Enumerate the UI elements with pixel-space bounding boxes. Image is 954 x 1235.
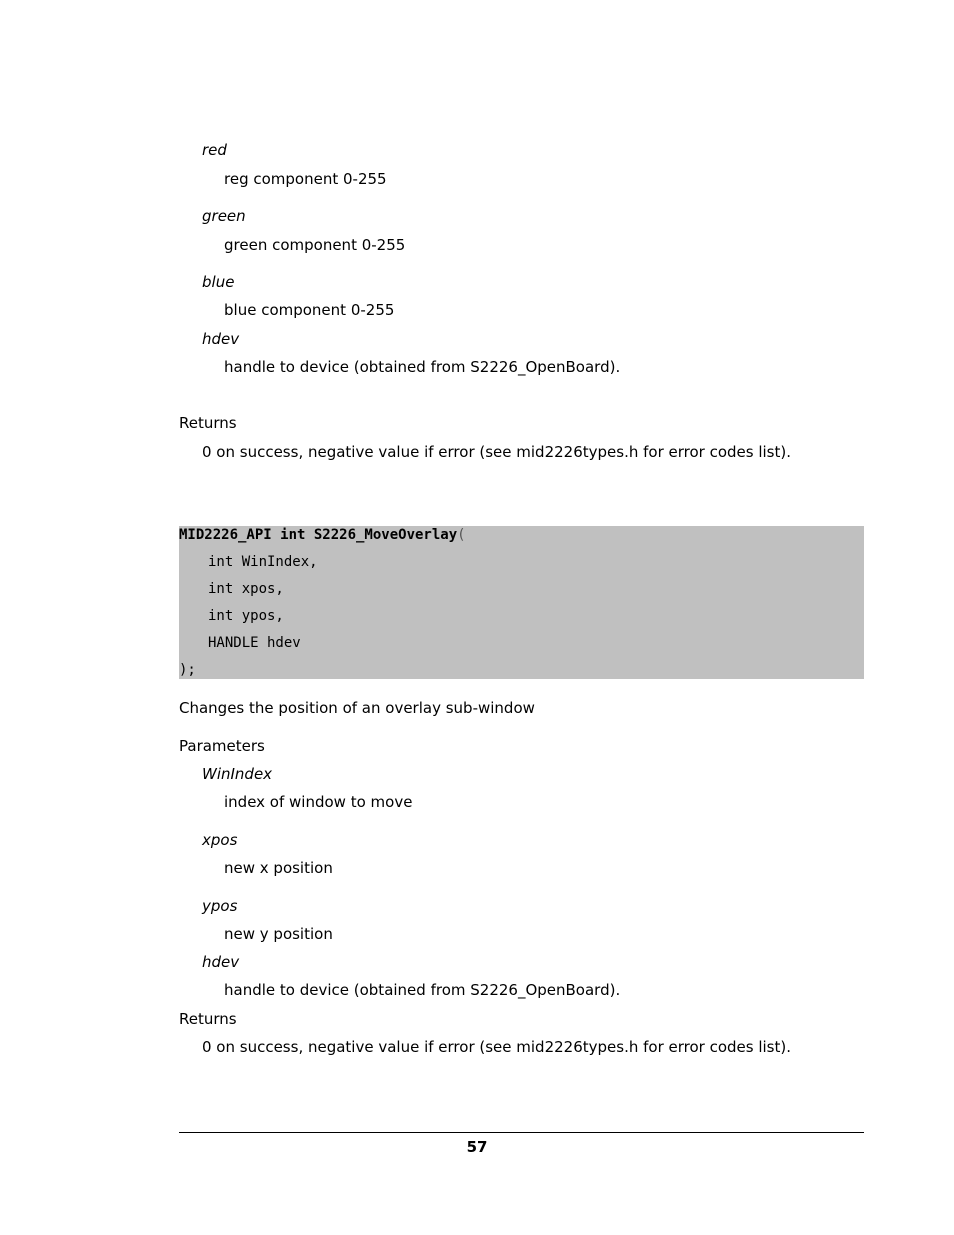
- returns-text-2: 0 on success, negative value if error (see mid2226types.h for error codes list).: [202, 1038, 791, 1056]
- param-name-green: green: [202, 207, 246, 225]
- param-desc-hdev-2: handle to device (obtained from S2226_OpenBoard).: [224, 981, 621, 999]
- open-paren: (: [457, 527, 466, 543]
- param-name-red: red: [202, 141, 227, 159]
- function-description: Changes the position of an overlay sub-window: [179, 699, 535, 717]
- code-arg-winindex: int WinIndex,: [208, 554, 318, 570]
- param-name-xpos: xpos: [202, 831, 238, 849]
- code-arg-xpos: int xpos,: [208, 581, 284, 597]
- returns-text: 0 on success, negative value if error (see mid2226types.h for error codes list).: [202, 443, 791, 461]
- code-arg-hdev: HANDLE hdev: [208, 635, 301, 651]
- param-desc-hdev: handle to device (obtained from S2226_OpenBoard).: [224, 358, 621, 376]
- function-prototype: MID2226_API int S2226_MoveOverlay: [179, 527, 458, 543]
- param-name-blue: blue: [202, 273, 235, 291]
- param-desc-ypos: new y position: [224, 925, 333, 943]
- code-close: );: [179, 662, 196, 678]
- param-desc-winindex: index of window to move: [224, 793, 413, 811]
- code-signature-block: [179, 526, 864, 679]
- param-desc-xpos: new x position: [224, 859, 333, 877]
- page-number: 57: [466, 1138, 488, 1156]
- param-name-ypos: ypos: [202, 897, 238, 915]
- param-name-winindex: WinIndex: [202, 765, 273, 783]
- parameters-label: Parameters: [179, 737, 265, 755]
- returns-label-2: Returns: [179, 1010, 237, 1028]
- code-arg-ypos: int ypos,: [208, 608, 284, 624]
- param-desc-red: reg component 0-255: [224, 170, 387, 188]
- param-name-hdev-2: hdev: [202, 953, 240, 971]
- footer-rule: [179, 1132, 864, 1133]
- param-desc-blue: blue component 0-255: [224, 301, 395, 319]
- code-line-signature: [179, 526, 466, 544]
- returns-label: Returns: [179, 414, 237, 432]
- param-name-hdev: hdev: [202, 330, 240, 348]
- param-desc-green: green component 0-255: [224, 236, 406, 254]
